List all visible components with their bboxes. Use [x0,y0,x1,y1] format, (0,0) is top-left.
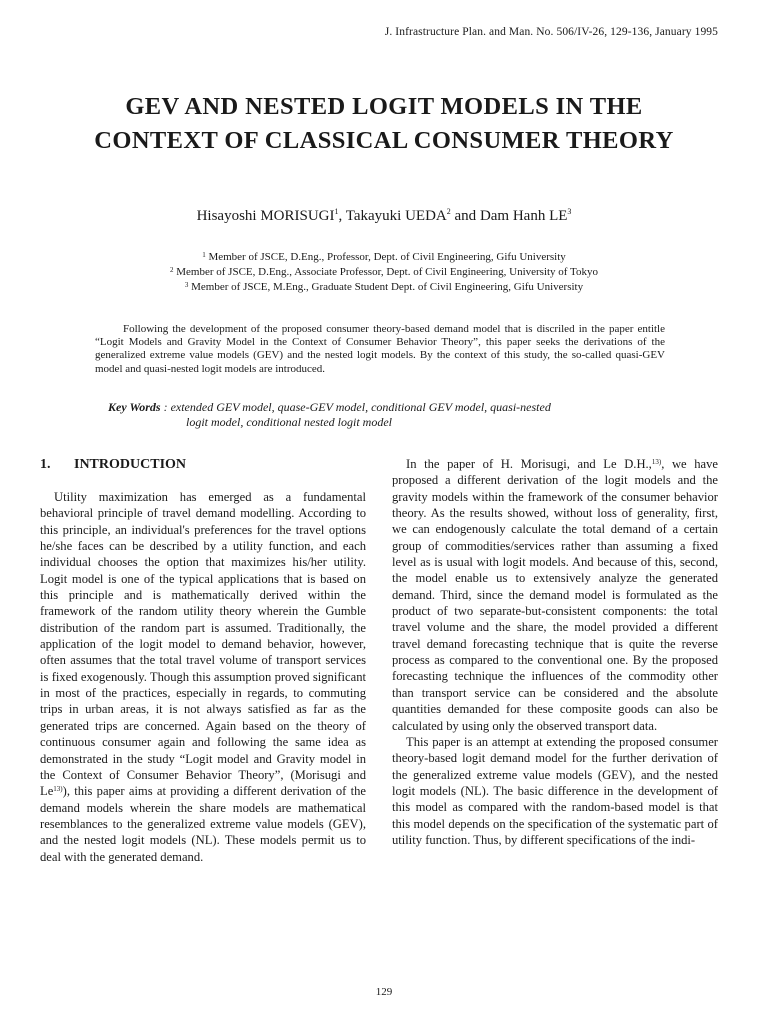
section-heading [40,456,366,473]
keywords [108,400,673,430]
section-title: INTRODUCTION [74,457,187,472]
affiliation-1-text: Member of JSCE, D.Eng., Professor, Dept. of Civil Engineering, Gifu University [208,251,566,263]
affiliation-2-marker: 2 [170,266,174,274]
author-3-marker: 3 [567,207,572,216]
affiliation-3-text: Member of JSCE, M.Eng., Graduate Student Dept. of Civil Engineering, Gifu University [191,281,584,293]
section-number: 1. [40,457,51,472]
author-separator: , [338,208,346,224]
affiliation-1-marker: 1 [202,251,206,259]
paper-title [0,90,768,158]
journal-reference: J. Infrastructure Plan. and Man. No. 506/IV-26, 129-136, January 1995 [384,26,718,38]
author-separator: and [450,208,480,224]
citation-marker: 13) [651,458,662,466]
body-paragraph-1 [392,456,718,734]
author-3: Dam Hanh LE [479,208,568,224]
author-1-marker: 1 [334,207,339,216]
affiliation-3-marker: 3 [184,281,189,289]
title-line-1: GEV AND NESTED LOGIT MODELS IN THE [125,93,643,120]
title-line-2: CONTEXT OF CLASSICAL CONSUMER THEORY [94,127,674,154]
intro-text-part-1: Utility maximization has emerged as a fundamental behavioral principle of travel demand modelling. According to this principle, an individual's preferences for the travel options he/she faces can be described by a utility function, and each individual chooses the option that maximizes his/her utility. Logit model is one of the typical applications that is based on this principle and is mathematically derived within the framework of the random utility theory wherein the Gumble distribution of the random part is assumed. Traditionally, the application of the logit model to demand behavior, however, often assumes that the total travel volume of transport services is fixed exogenously. Though this assumption proved significant in most of the practices, especially in regards, to commuting trips in urban areas, it is not always satisfied as far as the generated trips are concerned. Again based on the theory of continuous consumer again and following the same idea as demonstrated in the study “Logit model and Gravity model in the Context of Consumer Behavior Theory”, (Morisugi and Le [40,490,366,799]
intro-paragraph-1 [40,489,366,865]
author-2: Takayuki UEDA [345,208,447,224]
keywords-separator: : [160,400,171,414]
abstract: Following the development of the proposed consumer theory-based demand model that is discriled in the paper entitle “Logit Models and Gravity Model in the Context of Consumer Behavior Theory”, this paper seeks the derivations of the generalized extreme value models (GEV) and the nested logit models. By the context of this study, the so-called quasi-GEV model and quasi-nested logit models are introduced. [95,323,665,375]
page-number: 129 [375,986,393,998]
affiliation-1 [0,249,768,264]
body-paragraph-2: This paper is an attempt at extending the proposed consumer theory-based logit demand model for the further derivation of the generalized extreme value models (GEV), and the nested logit models (NL). The basic difference in the development of this model as compared with the random-based model is that this model depends on the specification of the systematic part of utility function. Thus, by different specifications of the indi- [392,734,718,847]
citation-marker: 13) [53,785,63,794]
author-1: Hisayoshi MORISUGI [196,208,335,224]
author-2-marker: 2 [446,207,451,216]
affiliation-2-text: Member of JSCE, D.Eng., Associate Professor, Dept. of Civil Engineering, University of Tokyo [176,266,598,278]
right-column [392,456,718,848]
keywords-line-2: logit model, conditional nested logit model [186,415,392,429]
author-list [0,207,768,225]
body-text-part-2: , we have proposed a different derivation of the logit models and the gravity models within the framework of the consumer behavior theory. As the results showed, without loss of generality, first, we can endogenously calculate the total demand of a certain group of commodities/services rather than assuming a fixed level as is usual with logit models. And because of this, second, the model enable us to extensively analyze the generated demand. Third, since the demand model is formulated as the product of two separate-but-consistent components: the total travel volume and the share, the model provided a different travel demand forecasting technique that is quite the reverse process as compared to the conventional one. By the proposed forecasting technique the influences of the commodity other than transport service can be considered and the absolute quantities demanded for these composite goods can also be calculated by using only the observed transport data. [392,457,718,733]
body-text-part-1: In the paper of H. Morisugi, and Le D.H., [406,457,652,471]
affiliation-2 [0,264,768,279]
left-column [40,456,366,865]
intro-text-part-2: ), this paper aims at providing a different derivation of the demand models wherein the share models are mathematical resemblances to the generalized extreme value models (GEV), and the nested logit models (NL). These models permit us to deal with the generated demand. [40,784,366,864]
keywords-line-1: extended GEV model, quase-GEV model, conditional GEV model, quasi-nested [170,400,551,414]
affiliation-3 [0,279,768,294]
affiliations [0,249,768,294]
keywords-label: Key Words [108,400,161,414]
